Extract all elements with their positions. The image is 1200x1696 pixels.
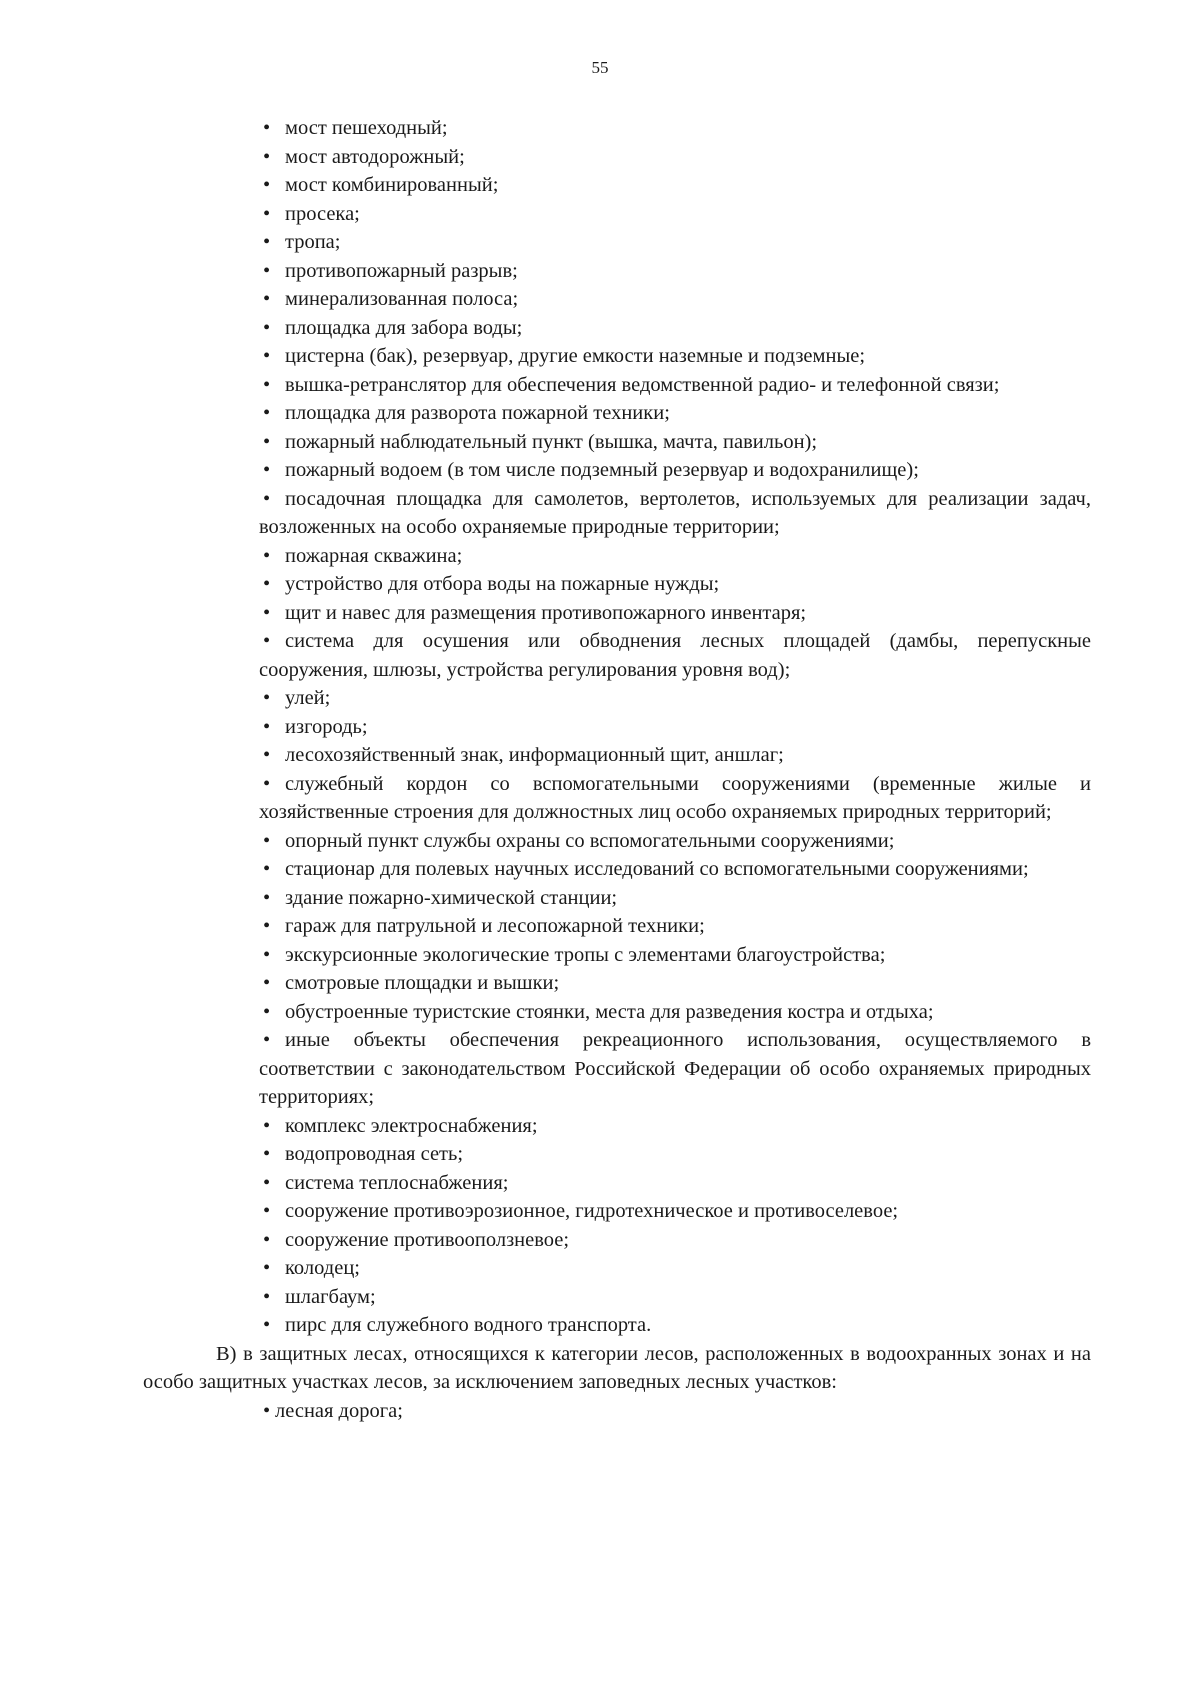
list-item [259, 456, 1091, 485]
list-item [259, 941, 1091, 970]
bullet-icon: • [263, 288, 271, 310]
list-item-text: мост пешеходный; [285, 117, 448, 139]
bullet-icon: • [263, 1200, 271, 1222]
list-item [259, 912, 1091, 941]
bullet-icon: • [263, 886, 271, 909]
bullet-icon: • [263, 573, 271, 595]
bullet-icon: • [263, 1171, 271, 1194]
bullet-icon: • [263, 544, 271, 567]
list-item [259, 741, 1091, 770]
bullet-icon: • [263, 1114, 271, 1137]
list-item-text: стационар для полевых научных исследований со вспомогательными сооружениями; [285, 858, 1029, 880]
list-item [259, 485, 1091, 542]
list-item [259, 1140, 1091, 1169]
list-item-text: пирс для служебного водного транспорта. [285, 1314, 652, 1336]
list-item [259, 998, 1091, 1027]
list-item [259, 428, 1091, 457]
bullet-icon: • [263, 1228, 271, 1251]
list-item [259, 770, 1091, 827]
bullet-icon: • [263, 402, 271, 424]
list-item [259, 1311, 1091, 1340]
list-item-text: гараж для патрульной и лесопожарной техники; [285, 915, 705, 937]
bullet-icon: • [263, 117, 271, 139]
list-item [259, 1226, 1091, 1255]
list-item [259, 713, 1091, 742]
list-item [259, 399, 1091, 428]
list-item-text: здание пожарно-химической станции; [285, 886, 618, 909]
list-item-text: улей; [285, 687, 331, 709]
list-item [259, 855, 1091, 884]
list-item-text: противопожарный разрыв; [285, 259, 518, 282]
list-item-text: лесохозяйственный знак, информационный щит, аншлаг; [285, 744, 784, 766]
list-item-text: опорный пункт службы охраны со вспомогательными сооружениями; [285, 829, 895, 852]
list-item [259, 1197, 1091, 1226]
list-item [259, 1026, 1091, 1112]
list-item-text: площадка для забора воды; [285, 316, 523, 339]
bullet-icon: • [263, 145, 271, 168]
list-item [259, 1397, 1091, 1426]
list-item-text: щит и навес для размещения противопожарного инвентаря; [285, 601, 807, 624]
list-item [259, 200, 1091, 229]
list-item [259, 114, 1091, 143]
list-item-text: изгородь; [285, 715, 368, 738]
list-item [259, 627, 1091, 684]
list-item-text: шлагбаум; [285, 1285, 376, 1308]
list-item-text: устройство для отбора воды на пожарные нужды; [285, 573, 720, 595]
list-item [259, 257, 1091, 286]
list-item-text: сооружение противооползневое; [285, 1228, 570, 1251]
bullet-icon: • [263, 1314, 271, 1336]
list-item [259, 171, 1091, 200]
list-item-text: площадка для разворота пожарной техники; [285, 402, 670, 424]
bullet-icon: • [263, 915, 271, 937]
list-item [259, 371, 1091, 400]
list-item-text: просека; [285, 202, 360, 225]
page-number: 55 [591, 58, 609, 77]
bullet-icon: • [263, 972, 271, 994]
list-item-text: водопроводная сеть; [285, 1143, 464, 1165]
bullet-icon: • [263, 1029, 271, 1051]
list-item [259, 285, 1091, 314]
list-item-text: посадочная площадка для самолетов, вертолетов, используемых для реализации задач, возложенных на особо охраняемые природные территории; [259, 487, 1091, 538]
list-item-text: колодец; [285, 1257, 360, 1279]
section-v-paragraph: В) в защитных лесах, относящихся к категории лесов, расположенных в водоохранных зонах и на особо защитных участках лесов, за исключением заповедных лесных участков: [143, 1342, 1091, 1393]
list-item-text: смотровые площадки и вышки; [285, 972, 560, 994]
list-item-text: сооружение противоэрозионное, гидротехническое и противоселевое; [285, 1200, 899, 1222]
list-item [259, 1254, 1091, 1283]
bullet-icon: • [263, 345, 271, 367]
list-item-text: комплекс электроснабжения; [285, 1114, 538, 1137]
list-item-text: пожарный водоем (в том числе подземный резервуар и водохранилище); [285, 459, 919, 481]
bullet-icon: • [263, 487, 271, 510]
list-item [259, 1283, 1091, 1312]
bullet-icon: • [263, 1285, 271, 1308]
document-body [143, 114, 1091, 1425]
bullet-icon: • [263, 174, 271, 196]
list-item-text: мост комбинированный; [285, 174, 499, 196]
list-item-text: тропа; [285, 231, 341, 253]
list-item-text: обустроенные туристские стоянки, места для разведения костра и отдыха; [285, 1000, 934, 1023]
bullet-icon: • [263, 316, 271, 339]
list-item [259, 599, 1091, 628]
list-item-text: система для осушения или обводнения лесных площадей (дамбы, перепускные сооружения, шлюзы, устройства регулирования уровня вод); [259, 630, 1091, 681]
bullet-icon: • [263, 943, 271, 966]
list-item [259, 884, 1091, 913]
bullet-icon: • [263, 430, 271, 453]
bullet-icon: • [263, 744, 271, 766]
list-item-text: пожарный наблюдательный пункт (вышка, мачта, павильон); [285, 430, 818, 453]
bullet-icon: • [263, 630, 271, 652]
bullet-icon: • [263, 373, 271, 396]
bullet-icon: • [263, 601, 271, 624]
bullet-icon: • [263, 858, 271, 880]
list-item [259, 542, 1091, 571]
object-list [143, 114, 1091, 1340]
forest-road-list [143, 1397, 1091, 1426]
bullet-icon: • [263, 1000, 271, 1023]
list-item [259, 1112, 1091, 1141]
list-item-text: минерализованная полоса; [285, 288, 519, 310]
bullet-icon: • [263, 715, 271, 738]
list-item-text: мост автодорожный; [285, 145, 465, 168]
list-item-text: цистерна (бак), резервуар, другие емкости наземные и подземные; [285, 345, 866, 367]
list-item-text: вышка-ретранслятор для обеспечения ведомственной радио- и телефонной связи; [285, 373, 1000, 396]
bullet-icon: • [263, 202, 271, 225]
list-item [259, 228, 1091, 257]
list-item [259, 143, 1091, 172]
bullet-icon: • [263, 1143, 271, 1165]
list-item-text: пожарная скважина; [285, 544, 463, 567]
bullet-icon: • [263, 231, 271, 253]
list-item-text: система теплоснабжения; [285, 1171, 509, 1194]
bullet-icon: • [263, 829, 271, 852]
list-item-text: иные объекты обеспечения рекреационного использования, осуществляемого в соответствии с законодательством Российской Федерации об особо охраняемых природных территориях; [259, 1029, 1091, 1108]
list-item [259, 827, 1091, 856]
bullet-icon: • [263, 459, 271, 481]
list-item [259, 570, 1091, 599]
list-item [259, 969, 1091, 998]
list-item [259, 342, 1091, 371]
bullet-icon: • [263, 687, 271, 709]
bullet-icon: • [263, 259, 271, 282]
list-item-text: лесная дорога; [275, 1399, 403, 1422]
list-item-text: экскурсионные экологические тропы с элементами благоустройства; [285, 943, 886, 966]
bullet-icon: • [263, 772, 271, 795]
bullet-icon: • [263, 1257, 271, 1279]
list-item-text: служебный кордон со вспомогательными сооружениями (временные жилые и хозяйственные строения для должностных лиц особо охраняемых природных территорий; [259, 772, 1091, 823]
list-item [259, 314, 1091, 343]
list-item [259, 684, 1091, 713]
bullet-icon: • [263, 1399, 271, 1422]
list-item [259, 1169, 1091, 1198]
